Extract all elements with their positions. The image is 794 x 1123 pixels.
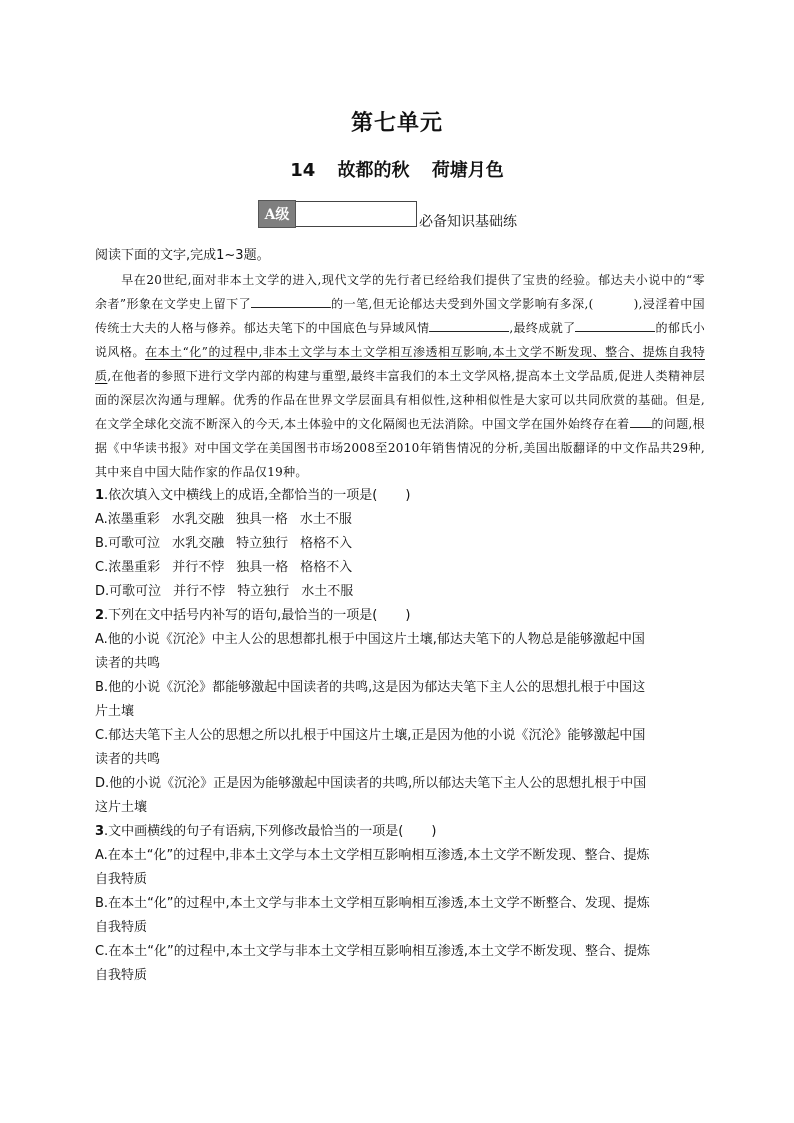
- option-letter: C.: [95, 944, 109, 959]
- question-3: [95, 820, 705, 844]
- reading-passage: [95, 268, 705, 484]
- option-text: 这片土壤: [95, 800, 148, 815]
- option-2d[interactable]: [95, 772, 705, 820]
- option-text: 读者的共鸣: [95, 752, 161, 767]
- passage-text: 早在20世纪,面对非本土文学的进入,现代文学的先行者已经给我们提供了宝贵的经验。郁达夫小说中的“零余者”形象在文学史上留下了: [95, 273, 705, 311]
- question-stem: .依次填入文中横线上的成语,全都恰当的一项是(: [104, 488, 378, 503]
- lesson-title-part2: 荷塘月色: [431, 160, 504, 181]
- option-letter: D.: [95, 584, 110, 599]
- passage-text: 的一笔,但无论郁达夫受到外国文学影响有多深,(: [331, 297, 594, 311]
- question-number: 1: [95, 488, 105, 503]
- option-1b[interactable]: [95, 532, 705, 556]
- option-letter: A.: [95, 512, 108, 527]
- option-item: 水乳交融: [172, 536, 225, 551]
- option-3b[interactable]: [95, 892, 705, 940]
- passage-text: 的问题,根据《中华读书报》对中国文学在美国图书市场2008至2010年销售情况的分析,美国出版翻译的中文作品共29种,其中来自中国大陆作家的作品仅19种。: [95, 417, 705, 479]
- option-2a[interactable]: [95, 628, 705, 676]
- option-letter: A.: [95, 848, 108, 863]
- option-letter: D.: [95, 776, 110, 791]
- fill-blank-3: [575, 317, 655, 332]
- level-box: [296, 201, 417, 227]
- option-text: 自我特质: [95, 872, 148, 887]
- option-item: 水土不服: [299, 512, 352, 527]
- passage-text: ),浸淫着中国传统士大夫的人格与修养。郁达夫笔下的中国底色与异域风情: [95, 297, 705, 335]
- underlined-sentence: 在本土“化”的过程中,非本土文学与本土文学相互渗透相互影响,本土文学不断发现、整合、提炼自我特质: [95, 345, 705, 383]
- passage-text: 的郁氏小说风格。: [95, 321, 706, 359]
- paren-close: ): [405, 608, 411, 623]
- question-number: 3: [95, 824, 105, 839]
- option-text: 郁达夫笔下主人公的思想之所以扎根于中国这片土壤,正是因为他的小说《沉沦》能够激起中国: [108, 728, 646, 743]
- option-item: 浓墨重彩: [107, 512, 160, 527]
- option-item: 特立独行: [237, 584, 290, 599]
- option-text: 在本土“化”的过程中,本土文学与非本土文学相互影响相互渗透,本土文学不断发现、整合、提炼: [108, 944, 650, 959]
- passage-text: ,在他者的参照下进行文学内部的构建与重塑,最终丰富我们的本土文学风格,提高本土文学品质,促进人类精神层面的深层次沟通与理解。优秀的作品在世界文学层面具有相似性,这种相似性是大家可以共同欣赏的基础。但是,在文学全球化交流不断深入的今天,本土体验中的文化隔阂也无法消除。中国文学在国外始终存在着: [95, 369, 706, 431]
- lesson-title: [0, 156, 794, 182]
- paren-close: ): [405, 488, 411, 503]
- option-text: 在本土“化”的过程中,非本土文学与本土文学相互影响相互渗透,本土文学不断发现、整合、提炼: [107, 848, 650, 863]
- option-1d[interactable]: [95, 580, 705, 604]
- option-text: 他的小说《沉沦》都能够激起中国读者的共鸣,这是因为郁达夫笔下主人公的思想扎根于中国这: [108, 680, 646, 695]
- question-stem: .文中画横线的句子有语病,下列修改最恰当的一项是(: [104, 824, 404, 839]
- option-item: 并行不悖: [172, 560, 225, 575]
- option-item: 格格不入: [300, 560, 353, 575]
- lesson-title-part1: 故都的秋: [337, 160, 410, 181]
- question-number: 2: [95, 608, 105, 623]
- option-item: 并行不悖: [173, 584, 226, 599]
- passage-text: ,最终成就了: [509, 321, 576, 335]
- question-2: [95, 604, 705, 628]
- option-item: 独具一格: [235, 512, 288, 527]
- option-2b[interactable]: [95, 676, 705, 724]
- option-item: 可歌可泣: [108, 536, 161, 551]
- option-letter: B.: [95, 896, 109, 911]
- option-letter: B.: [95, 680, 109, 695]
- level-bar: [258, 200, 517, 228]
- paren-close: ): [431, 824, 437, 839]
- option-text: 自我特质: [95, 968, 148, 983]
- level-label: 必备知识基础练: [419, 214, 517, 230]
- option-letter: A.: [95, 632, 108, 647]
- option-item: 可歌可泣: [109, 584, 162, 599]
- option-1a[interactable]: [95, 508, 705, 532]
- option-letter: C.: [95, 728, 109, 743]
- instruction: 阅读下面的文字,完成1~3题。: [95, 248, 270, 263]
- question-1: [95, 484, 705, 508]
- lesson-number: 14: [290, 160, 316, 181]
- option-3c[interactable]: [95, 940, 705, 988]
- option-letter: B.: [95, 536, 109, 551]
- option-text: 片土壤: [95, 704, 135, 719]
- option-letter: C.: [95, 560, 109, 575]
- fill-blank-4: [630, 413, 652, 428]
- option-item: 特立独行: [236, 536, 289, 551]
- option-3a[interactable]: [95, 844, 705, 892]
- level-badge: A级: [258, 200, 296, 228]
- option-item: 独具一格: [236, 560, 289, 575]
- question-stem: .下列在文中括号内补写的语句,最恰当的一项是(: [104, 608, 378, 623]
- option-text: 读者的共鸣: [95, 656, 161, 671]
- option-item: 水土不服: [301, 584, 354, 599]
- option-1c[interactable]: [95, 556, 705, 580]
- option-text: 在本土“化”的过程中,本土文学与非本土文学相互影响相互渗透,本土文学不断整合、发现、提炼: [108, 896, 650, 911]
- option-item: 浓墨重彩: [108, 560, 161, 575]
- fill-blank-1: [251, 293, 331, 308]
- option-text: 他的小说《沉沦》正是因为能够激起中国读者的共鸣,所以郁达夫笔下主人公的思想扎根于中国: [109, 776, 647, 791]
- unit-title: 第七单元: [350, 110, 443, 136]
- option-text: 自我特质: [95, 920, 148, 935]
- fill-blank-2: [429, 317, 509, 332]
- option-item: 格格不入: [300, 536, 353, 551]
- option-text: 他的小说《沉沦》中主人公的思想都扎根于中国这片土壤,郁达夫笔下的人物总是能够激起中国: [107, 632, 645, 647]
- option-item: 水乳交融: [171, 512, 224, 527]
- content: [95, 244, 705, 988]
- option-2c[interactable]: [95, 724, 705, 772]
